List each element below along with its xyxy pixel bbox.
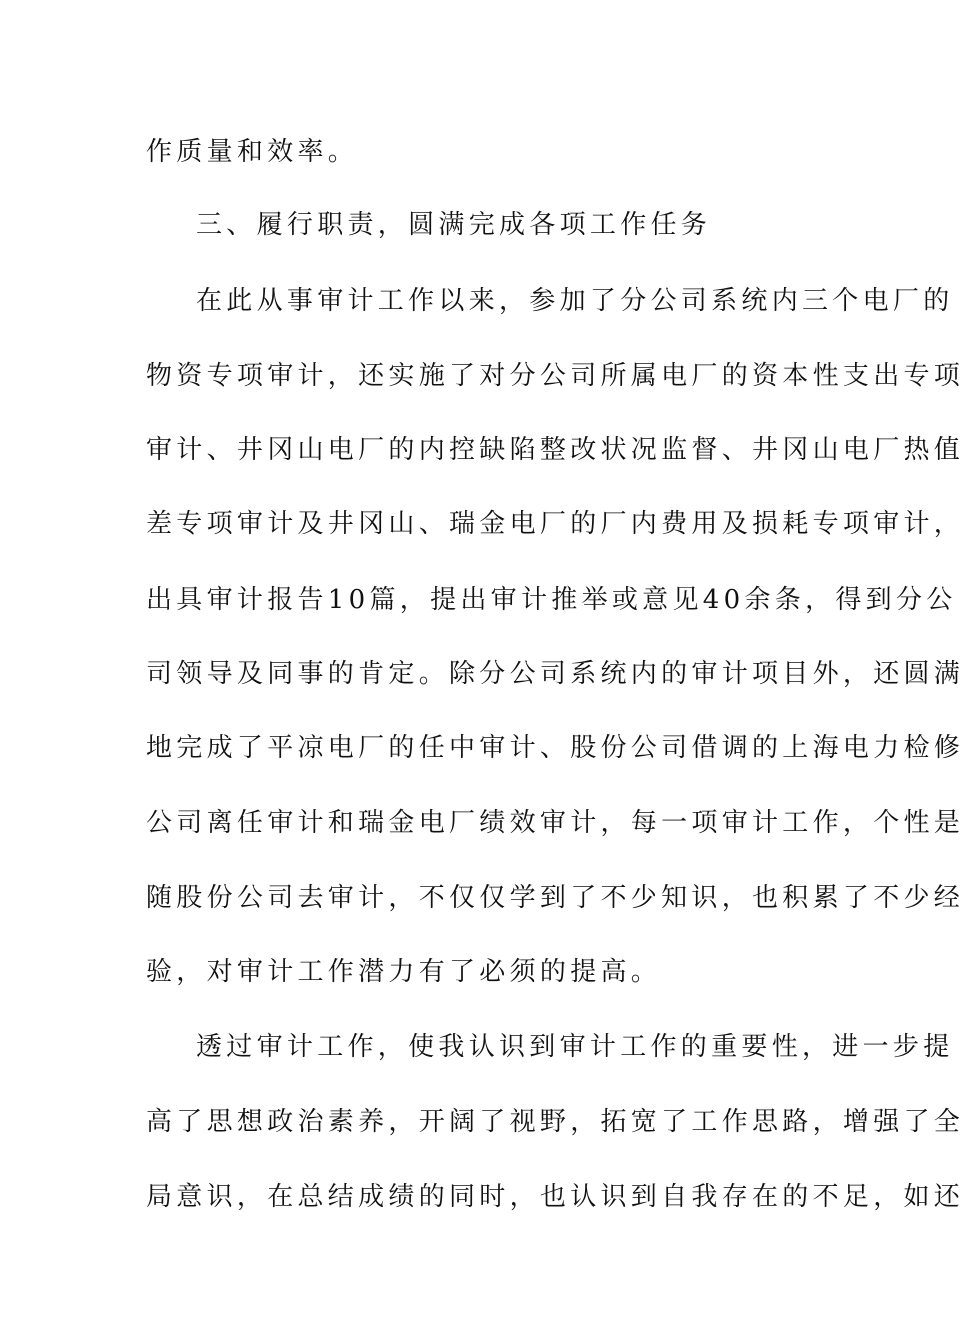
text-line: 高了思想政治素养，开阔了视野，拓宽了工作思路，增强了全 <box>146 1107 964 1137</box>
text-line: 差专项审计及井冈山、瑞金电厂的厂内费用及损耗专项审计， <box>146 509 964 539</box>
text-line: 物资专项审计，还实施了对分公司所属电厂的资本性支出专项 <box>146 361 964 391</box>
text-line: 作质量和效率。 <box>146 137 359 167</box>
text-line: 出具审计报告10篇，提出审计推举或意见40余条，得到分公 <box>146 585 957 615</box>
text-line: 公司离任审计和瑞金电厂绩效审计，每一项审计工作，个性是 <box>146 808 964 838</box>
section-heading: 三、履行职责，圆满完成各项工作任务 <box>196 210 712 240</box>
text-line: 司领导及同事的肯定。除分公司系统内的审计项目外，还圆满 <box>146 659 964 689</box>
text-line: 透过审计工作，使我认识到审计工作的重要性，进一步提 <box>196 1032 954 1062</box>
text-line: 审计、井冈山电厂的内控缺陷整改状况监督、井冈山电厂热值 <box>146 435 964 465</box>
text-line: 随股份公司去审计，不仅仅学到了不少知识，也积累了不少经 <box>146 883 964 913</box>
text-line: 地完成了平凉电厂的任中审计、股份公司借调的上海电力检修 <box>146 733 964 763</box>
text-line: 在此从事审计工作以来，参加了分公司系统内三个电厂的 <box>196 286 954 316</box>
text-line: 验，对审计工作潜力有了必须的提高。 <box>146 957 662 987</box>
text-line: 局意识，在总结成绩的同时，也认识到自我存在的不足，如还 <box>146 1182 964 1212</box>
